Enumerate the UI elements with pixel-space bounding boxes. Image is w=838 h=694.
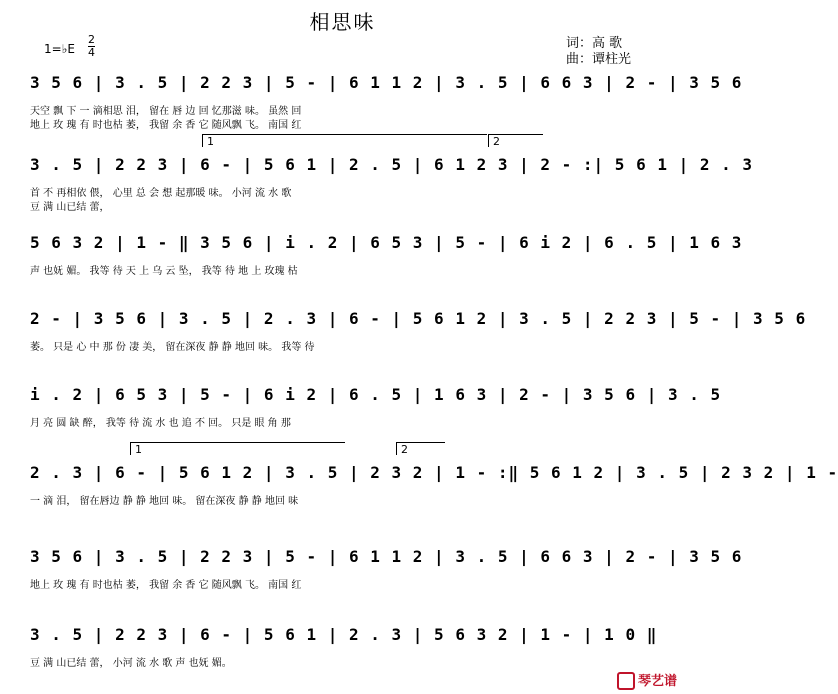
score-row — [0, 618, 685, 688]
time-signature — [88, 34, 95, 59]
composer-credit: 曲：谭柱光 — [566, 52, 632, 67]
notation-line: 2 . 3 | 6 - | 5 6 1 2 | 3 . 5 | 2 3 2 | 1 - :‖ 5 6 1 2 | 3 . 5 | 2 3 2 | 1 - — [30, 463, 838, 482]
notation-line: 2 - | 3 5 6 | 3 . 5 | 2 . 3 | 6 - | 5 6 1 2 | 3 . 5 | 2 2 3 | 5 - | 3 5 6 — [30, 309, 807, 328]
lyrics-line: 地上 玫 瑰 有 时也枯 萎， 我留 余 香 它 随风飘 飞。 南国 红 — [30, 120, 302, 131]
lyrics-line: 声 也妩 媚。 我等 待 天 上 乌 云 坠， 我等 待 地 上 玫瑰 枯 — [30, 266, 298, 277]
volta-bracket-2: 2 — [396, 442, 445, 455]
song-title: 相思味 — [309, 10, 376, 34]
lyrics-line: 月 亮 圆 缺 醉， 我等 待 流 水 也 追 不 回。 只是 眼 角 那 — [30, 418, 291, 429]
lyrics-line: 萎。 只是 心 中 那 份 凄 美， 留在深夜 静 静 地回 味。 我等 待 — [30, 342, 315, 353]
logo-icon — [617, 672, 635, 690]
meter-denominator: 4 — [88, 46, 95, 59]
score-row — [0, 66, 743, 136]
lyrics-line: 豆 满 山已结 蕾， — [30, 202, 110, 213]
volta-bracket-2: 2 — [488, 134, 543, 147]
score-row — [0, 443, 838, 526]
score-row — [0, 226, 743, 296]
lyrics-line: 地上 玫 瑰 有 时也枯 萎， 我留 余 香 它 随风飘 飞。 南国 红 — [30, 580, 302, 591]
score-row — [0, 135, 754, 218]
notation-line: 3 5 6 | 3 . 5 | 2 2 3 | 5 - | 6 1 1 2 | 3 . 5 | 6 6 3 | 2 - | 3 5 6 — [30, 547, 743, 566]
lyrics-line: 豆 满 山已结 蕾， 小河 流 水 歌 声 也妩 媚。 — [30, 658, 232, 669]
volta-bracket-1: 1 — [202, 134, 487, 147]
site-logo — [617, 670, 677, 691]
lyrics-line: 天空 飘 下 一 滴相思 泪， 留在 唇 边 回 忆那滋 味。 虽然 回 — [30, 106, 302, 117]
volta-bracket-1: 1 — [130, 442, 345, 455]
credits — [566, 36, 631, 68]
score-row — [0, 540, 743, 610]
lyricist-credit: 词：高 歌 — [566, 36, 623, 51]
notation-line: i . 2 | 6 5 3 | 5 - | 6 i 2 | 6 . 5 | 1 6 3 | 2 - | 3 5 6 | 3 . 5 — [30, 385, 722, 404]
notation-line: 5 6 3 2 | 1 - ‖ 3 5 6 | i . 2 | 6 5 3 | 5 - | 6 i 2 | 6 . 5 | 1 6 3 — [30, 233, 743, 252]
lyrics-line: 一 滴 泪， 留在唇边 静 静 地回 味。 留在深夜 静 静 地回 味 — [30, 496, 299, 507]
notation-line: 3 . 5 | 2 2 3 | 6 - | 5 6 1 | 2 . 5 | 6 1 2 3 | 2 - :| 5 6 1 | 2 . 3 — [30, 155, 754, 174]
score-row — [0, 378, 722, 448]
logo-text: 琴艺谱 — [637, 673, 677, 689]
key-signature: 1=♭E — [44, 42, 75, 56]
meter-numerator: 2 — [88, 33, 95, 46]
notation-line: 3 5 6 | 3 . 5 | 2 2 3 | 5 - | 6 1 1 2 | 3 . 5 | 6 6 3 | 2 - | 3 5 6 — [30, 73, 743, 92]
score-row — [0, 302, 807, 372]
notation-line: 3 . 5 | 2 2 3 | 6 - | 5 6 1 | 2 . 3 | 5 6 3 2 | 1 - | 1 0 ‖ — [30, 625, 658, 644]
lyrics-line: 首 不 再相依 偎， 心里 总 会 想 起那暖 味。 小河 流 水 歌 — [30, 188, 292, 199]
